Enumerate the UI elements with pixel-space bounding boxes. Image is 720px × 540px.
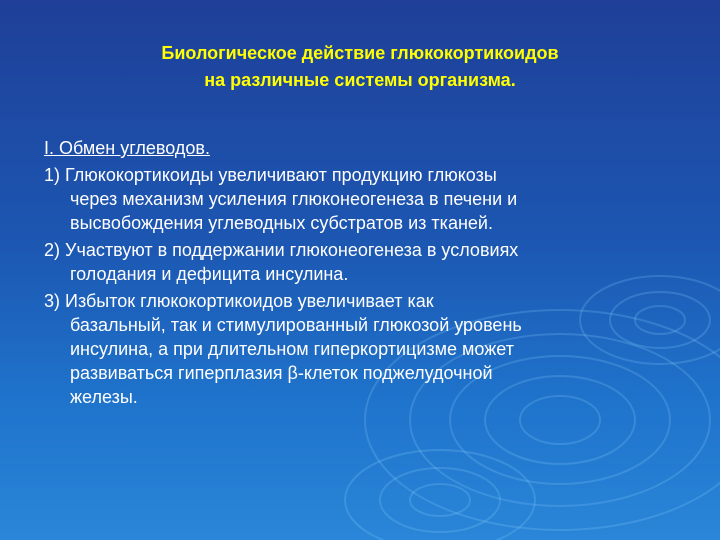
list-item-line: 1) Глюкокортикоиды увеличивают продукцию глюкозы (44, 165, 497, 185)
list-item-line: 2) Участвуют в поддержании глюконеогенеза в условиях (44, 240, 519, 260)
list-item-line: через механизм усиления глюконеогенеза в печени и (70, 189, 518, 209)
section-heading: I. Обмен углеводов. (44, 138, 210, 158)
title-line-1: Биологическое действие глюкокортикоидов (161, 43, 559, 63)
title-line-2: на различные системы организма. (204, 70, 516, 90)
list-item-line: голодания и дефицита инсулина. (70, 264, 349, 284)
list-item-line: железы. (70, 387, 138, 407)
list-item (44, 289, 694, 409)
list-item-line: базальный, так и стимулированный глюкозой уровень (70, 315, 522, 335)
list-item-line: инсулина, а при длительном гиперкортицизме может (70, 339, 514, 359)
list-item (44, 163, 694, 235)
list-item-line: развиваться гиперплазия β-клеток поджелудочной (70, 363, 493, 383)
list-item (44, 238, 694, 286)
list-item-line: 3) Избыток глюкокортикоидов увеличивает как (44, 291, 434, 311)
effects-list (44, 163, 694, 412)
slide-title (0, 40, 720, 94)
list-item-line: высвобождения углеводных субстратов из тканей. (70, 213, 493, 233)
